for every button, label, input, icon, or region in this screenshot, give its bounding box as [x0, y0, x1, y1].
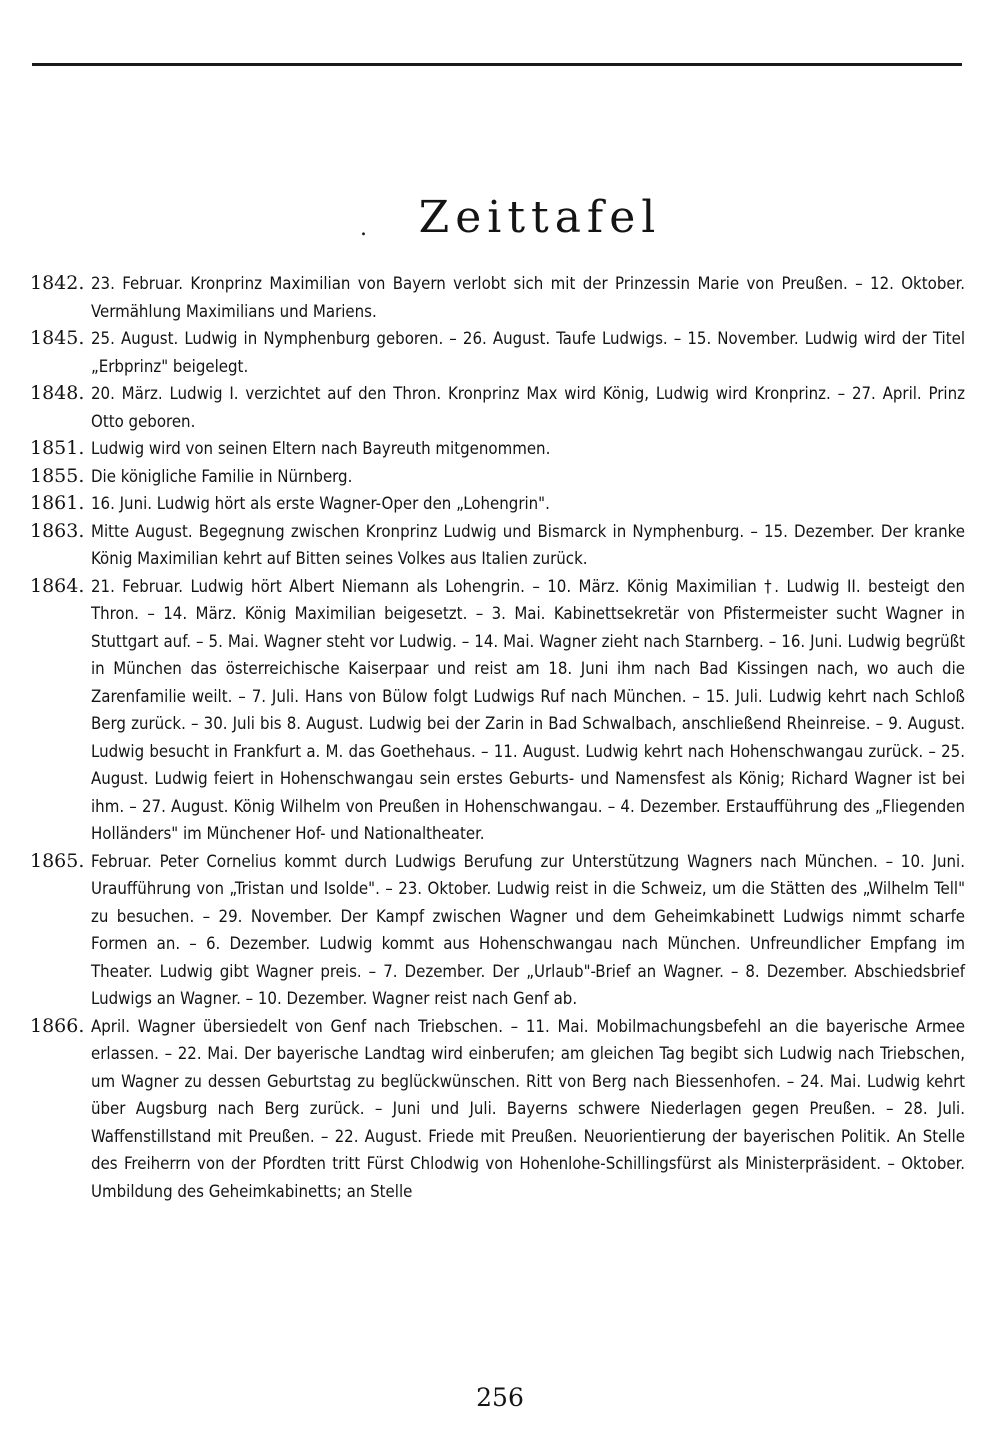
entry-year: 1855.	[30, 464, 85, 487]
entry-text: April. Wagner übersiedelt von Genf nach Triebschen. – 11. Mai. Mobilmachungsbefehl an die bayerische Armee erlassen. – 22. Mai. Der bayerische Landtag wird einberufen; am gleichen Tag begibt sich Ludwig nach Triebschen, um Wagner zu dessen Geburtstag zu beglückwünschen. Ritt von Berg nach Biessenhofen. – 24. Mai. Ludwig kehrt über Augsburg nach Berg zurück. – Juni und Juli. Bayerns schwere Niederlagen gegen Preußen. – 28. Juli. Waffenstillstand mit Preußen. – 22. August. Friede mit Preußen. Neuorientierung der bayerischen Politik. An Stelle des Freiherrn von der Pfordten tritt Fürst Chlodwig von Hohenlohe-Schillingsfürst als Ministerpräsident. – Oktober. Umbildung des Geheimkabinetts; an Stelle	[91, 1015, 965, 1201]
entry-text: Die königliche Familie in Nürnberg.	[91, 465, 353, 486]
entry-text: Mitte August. Begegnung zwischen Kronprinz Ludwig und Bismarck in Nymphenburg. – 15. Dezember. Der kranke König Maximilian kehrt auf Bitten seines Volkes aus Italien zurück.	[91, 520, 965, 568]
timeline-entry-1842	[30, 270, 965, 325]
entry-text: 21. Februar. Ludwig hört Albert Niemann als Lohengrin. – 10. März. König Maximilian †. Ludwig II. besteigt den Thron. – 14. März. König Maximilian beigesetzt. – 3. Mai. Kabinettsekretär von Pfistermeister sucht Wagner in Stuttgart auf. – 5. Mai. Wagner steht vor Ludwig. – 14. Mai. Wagner zieht nach Starnberg. – 16. Juni. Ludwig begrüßt in München das österreichische Kaiserpaar und reist am 18. Juni ihm nach Bad Kissingen nach, wo auch die Zarenfamilie weilt. – 7. Juli. Hans von Bülow folgt Ludwigs Ruf nach München. – 15. Juli. Ludwig kehrt nach Schloß Berg zurück. – 30. Juli bis 8. August. Ludwig bei der Zarin in Bad Schwalbach, anschließend Rheinreise. – 9. August. Ludwig besucht in Frankfurt a. M. das Goethehaus. – 11. August. Ludwig kehrt nach Hohenschwangau zurück. – 25. August. Ludwig feiert in Hohenschwangau sein erstes Geburts- und Namensfest als König; Richard Wagner ist bei ihm. – 27. August. König Wilhelm von Preußen in Hohenschwangau. – 4. Dezember. Erstaufführung des „Fliegenden Holländers" im Münchener Hof- und Nationaltheater.	[91, 575, 965, 843]
entry-year: 1851.	[30, 437, 85, 459]
entry-year: 1842.	[30, 272, 85, 294]
entry-year: 1848.	[30, 382, 85, 404]
timeline-entry-1864	[30, 573, 965, 848]
timeline-entry-1855	[30, 463, 965, 491]
timeline-entry-1861	[30, 490, 965, 518]
timeline-entry-1851	[30, 435, 965, 463]
page-number: 256	[476, 1383, 524, 1412]
entry-year: 1845.	[30, 327, 85, 349]
entry-text: 25. August. Ludwig in Nymphenburg geboren. – 26. August. Taufe Ludwigs. – 15. November. Ludwig wird der Titel „Erbprinz" beigelegt.	[91, 328, 965, 376]
timeline-entry-1848	[30, 380, 965, 435]
title-dot: .	[360, 216, 367, 241]
entry-text: 16. Juni. Ludwig hört als erste Wagner-Oper den „Lohengrin".	[91, 493, 550, 513]
header-rule	[32, 63, 962, 66]
page-title: Zeittafel	[418, 192, 662, 243]
timeline-entry-1865	[30, 848, 965, 1013]
entry-year: 1866.	[30, 1014, 85, 1037]
entry-year: 1865.	[30, 849, 85, 872]
entry-year: 1861.	[30, 492, 85, 514]
entry-year: 1864.	[30, 574, 85, 597]
entry-year: 1863.	[30, 519, 85, 542]
timeline-entry-1845	[30, 325, 965, 380]
timeline	[30, 270, 965, 1205]
title-block	[0, 188, 1000, 248]
entry-text: 20. März. Ludwig I. verzichtet auf den Thron. Kronprinz Max wird König, Ludwig wird Kronprinz. – 27. April. Prinz Otto geboren.	[91, 383, 965, 431]
entry-text: 23. Februar. Kronprinz Maximilian von Bayern verlobt sich mit der Prinzessin Marie von Preußen. – 12. Oktober. Vermählung Maximilians und Mariens.	[91, 273, 965, 321]
timeline-entry-1866	[30, 1013, 965, 1206]
timeline-entry-1863	[30, 518, 965, 573]
entry-text: Februar. Peter Cornelius kommt durch Ludwigs Berufung zur Unterstützung Wagners nach München. – 10. Juni. Uraufführung von „Tristan und Isolde". – 23. Oktober. Ludwig reist in die Schweiz, um die Stätten des „Wilhelm Tell" zu besuchen. – 29. November. Der Kampf zwischen Wagner und dem Geheimkabinett Ludwigs nimmt scharfe Formen an. – 6. Dezember. Ludwig kommt aus Hohenschwangau nach München. Unfreundlicher Empfang im Theater. Ludwig gibt Wagner preis. – 7. Dezember. Der „Urlaub"-Brief an Wagner. – 8. Dezember. Abschiedsbrief Ludwigs an Wagner. – 10. Dezember. Wagner reist nach Genf ab.	[91, 850, 965, 1008]
entry-text: Ludwig wird von seinen Eltern nach Bayreuth mitgenommen.	[91, 438, 551, 458]
